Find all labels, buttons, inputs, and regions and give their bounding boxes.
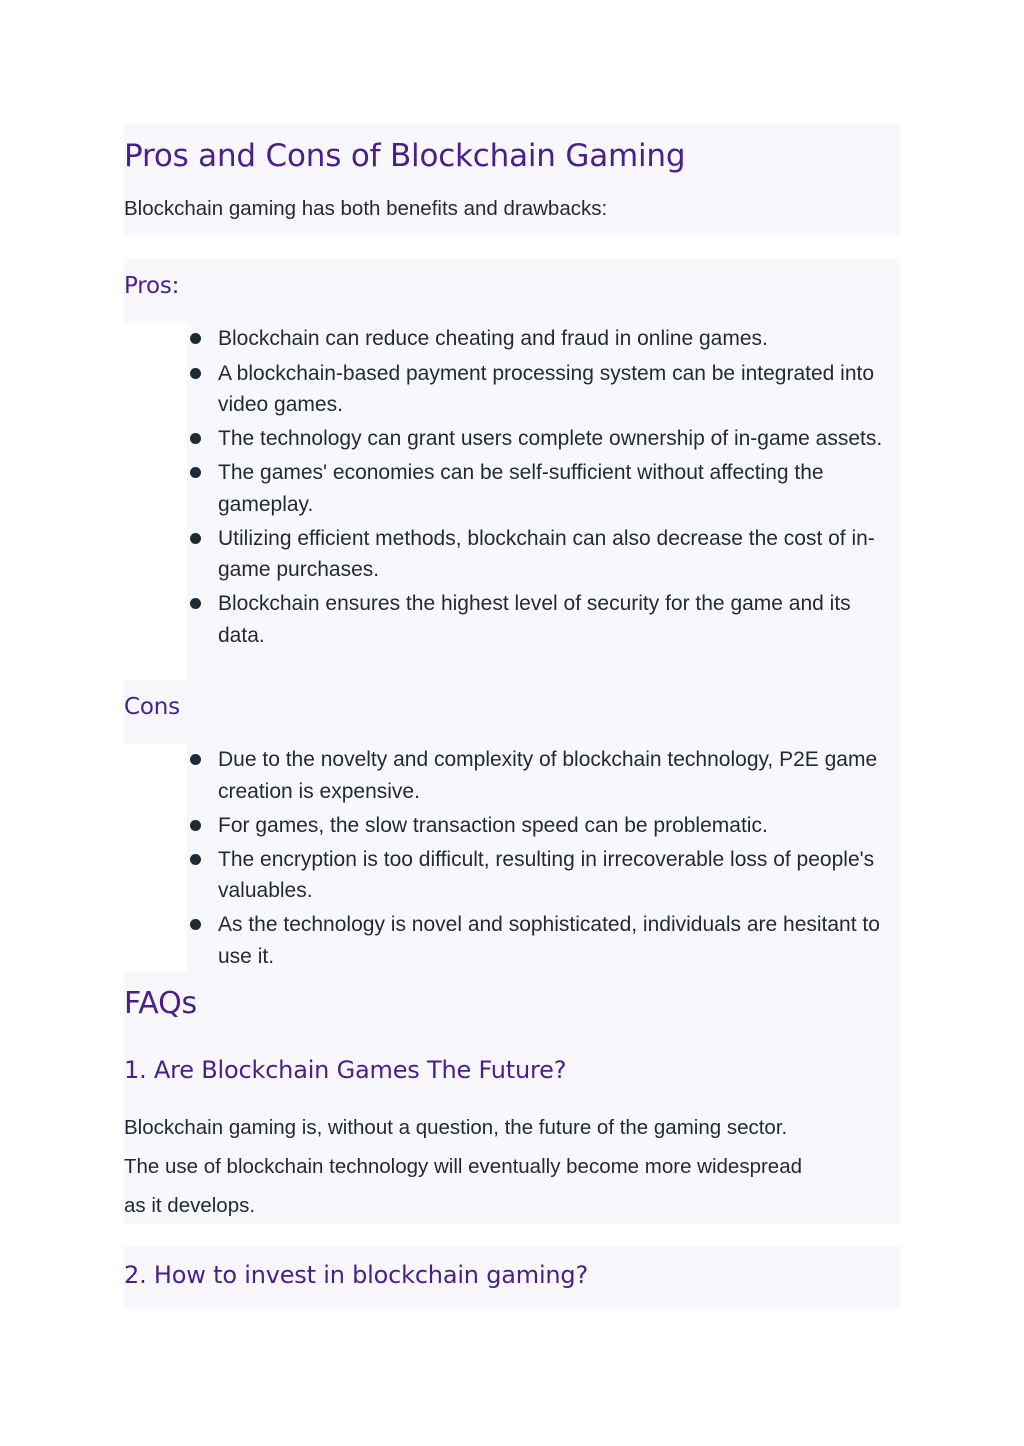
bullet-icon	[190, 533, 201, 544]
bullet-icon	[190, 854, 201, 865]
list-item: For games, the slow transaction speed can be problematic.	[187, 810, 900, 842]
cons-heading: Cons	[124, 694, 180, 720]
list-item: Utilizing efficient methods, blockchain can also decrease the cost of in-game purchases.	[187, 523, 900, 586]
cons-heading-bg	[124, 680, 900, 744]
bullet-icon	[190, 368, 201, 379]
list-item: Blockchain can reduce cheating and fraud in online games.	[187, 323, 900, 355]
faq-answer-1: Blockchain gaming is, without a question, the future of the gaming sector. The use of blockchain technology will eventually become more widespread as it develops.	[124, 1116, 803, 1217]
list-item: Due to the novelty and complexity of blockchain technology, P2E game creation is expensive.	[187, 744, 900, 807]
bullet-icon	[190, 919, 201, 930]
bullet-icon	[190, 467, 201, 478]
faqs-heading: FAQs	[124, 986, 197, 1021]
bullet-icon	[190, 333, 201, 344]
list-item: Blockchain ensures the highest level of security for the game and its data.	[187, 588, 900, 651]
pros-heading-bg	[124, 259, 900, 323]
cons-list	[187, 744, 900, 972]
list-item: The games' economies can be self-sufficient without affecting the gameplay.	[187, 457, 900, 520]
faq-question-1: 1. Are Blockchain Games The Future?	[124, 1056, 567, 1084]
list-item: The encryption is too difficult, resulting in irrecoverable loss of people's valuables.	[187, 844, 900, 907]
pros-heading: Pros:	[124, 273, 180, 299]
bullet-icon	[190, 820, 201, 831]
page-title: Pros and Cons of Blockchain Gaming	[124, 138, 686, 174]
bullet-icon	[190, 598, 201, 609]
pros-list	[187, 323, 900, 680]
list-item: As the technology is novel and sophisticated, individuals are hesitant to use it.	[187, 909, 900, 972]
list-item: The technology can grant users complete ownership of in-game assets.	[187, 423, 900, 455]
list-item: A blockchain-based payment processing system can be integrated into video games.	[187, 358, 900, 421]
bullet-icon	[190, 754, 201, 765]
faq-question-2: 2. How to invest in blockchain gaming?	[124, 1261, 589, 1289]
bullet-icon	[190, 433, 201, 444]
intro-text: Blockchain gaming has both benefits and drawbacks:	[124, 197, 608, 220]
